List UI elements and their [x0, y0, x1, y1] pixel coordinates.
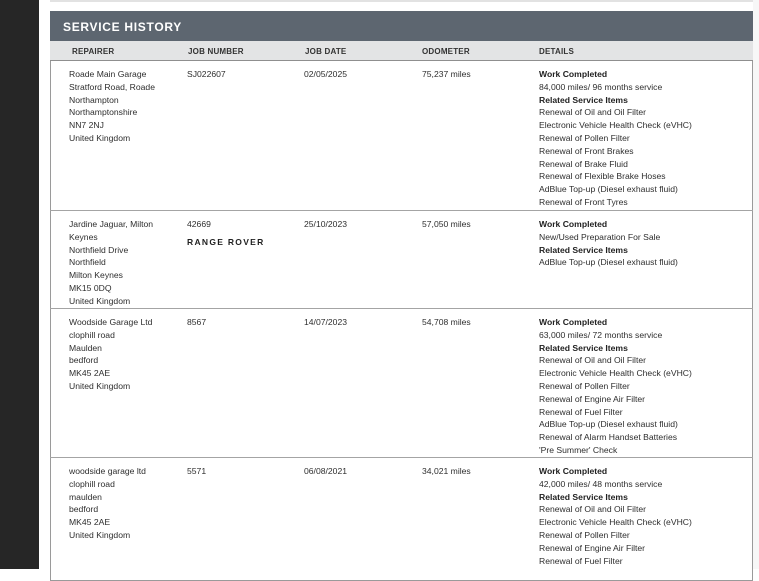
repairer-line: Jardine Jaguar, Milton: [69, 219, 154, 229]
repairer-line: Stratford Road, Roade: [69, 81, 155, 92]
related-item: AdBlue Top-up (Diesel exhaust fluid): [539, 257, 678, 268]
odometer-cell: [422, 465, 471, 478]
repairer-line: MK15 0DQ: [69, 282, 112, 293]
details-cell: [539, 68, 692, 209]
related-item: Renewal of Pollen Filter: [539, 529, 630, 540]
job-number: 5571: [187, 466, 207, 476]
job-number: 8567: [187, 317, 207, 327]
related-items-label: Related Service Items: [539, 244, 628, 255]
odometer: 34,021 miles: [422, 466, 471, 476]
work-completed-item: 63,000 miles/ 72 months service: [539, 329, 663, 340]
col-header-odometer: ODOMETER: [422, 47, 470, 56]
repairer-cell: [69, 316, 152, 393]
right-margin-strip: [753, 0, 759, 569]
repairer-line: clophill road: [69, 478, 115, 489]
top-divider: [50, 0, 753, 2]
work-completed-item: 42,000 miles/ 48 months service: [539, 478, 663, 489]
related-items-label: Related Service Items: [539, 342, 628, 353]
related-item: 'Pre Summer' Check: [539, 444, 618, 455]
repairer-line: bedford: [69, 504, 99, 515]
repairer-cell: [69, 68, 155, 145]
job-number-cell: [187, 316, 206, 329]
job-number: 42669: [187, 219, 211, 229]
work-completed-item: New/Used Preparation For Sale: [539, 231, 661, 242]
details-cell: [539, 465, 692, 567]
col-header-repairer: REPAIRER: [72, 47, 115, 56]
repairer-line: MK45 2AE: [69, 517, 111, 528]
job-number-cell: [187, 465, 206, 478]
repairer-line: MK45 2AE: [69, 368, 111, 379]
related-items-label: Related Service Items: [539, 491, 628, 502]
work-completed-label: Work Completed: [539, 69, 608, 79]
job-number: SJ022607: [187, 69, 226, 79]
repairer-line: clophill road: [69, 329, 115, 340]
odometer: 54,708 miles: [422, 317, 471, 327]
related-item: AdBlue Top-up (Diesel exhaust fluid): [539, 419, 678, 430]
repairer-line: woodside garage ltd: [69, 466, 146, 476]
job-date-cell: [304, 218, 347, 231]
table-row: [50, 61, 753, 211]
job-number-cell: [187, 218, 211, 231]
related-item: Electronic Vehicle Health Check (eVHC): [539, 517, 692, 528]
repairer-line: Northamptonshire: [69, 107, 138, 118]
related-item: Renewal of Oil and Oil Filter: [539, 504, 646, 515]
odometer: 75,237 miles: [422, 69, 471, 79]
odometer-cell: [422, 218, 471, 231]
related-item: Renewal of Pollen Filter: [539, 380, 630, 391]
details-cell: [539, 316, 692, 457]
job-date: 02/05/2025: [304, 69, 348, 79]
repairer-line: Woodside Garage Ltd: [69, 317, 153, 327]
related-item: Renewal of Front Brakes: [539, 145, 634, 156]
repairer-line: Roade Main Garage: [69, 69, 147, 79]
odometer-cell: [422, 68, 471, 81]
repairer-cell: [69, 218, 153, 308]
related-item: Renewal of Alarm Handset Batteries: [539, 432, 678, 443]
repairer-line: United Kingdom: [69, 132, 131, 143]
repairer-line: Keynes: [69, 231, 98, 242]
job-date-cell: [304, 316, 347, 329]
col-header-details: DETAILS: [539, 47, 575, 56]
repairer-cell: [69, 465, 146, 542]
left-margin-strip: [0, 0, 39, 569]
related-item: Electronic Vehicle Health Check (eVHC): [539, 120, 692, 131]
repairer-line: bedford: [69, 355, 99, 366]
work-completed-label: Work Completed: [539, 317, 608, 327]
related-item: Renewal of Oil and Oil Filter: [539, 107, 646, 118]
related-item: Electronic Vehicle Health Check (eVHC): [539, 368, 692, 379]
job-date-cell: [304, 68, 347, 81]
related-item: Renewal of Pollen Filter: [539, 132, 630, 143]
odometer: 57,050 miles: [422, 219, 471, 229]
repairer-line: Northfield Drive: [69, 244, 129, 255]
work-completed-item: 84,000 miles/ 96 months service: [539, 81, 663, 92]
related-item: Renewal of Front Tyres: [539, 196, 628, 207]
job-date: 06/08/2021: [304, 466, 348, 476]
section-title: SERVICE HISTORY: [63, 20, 182, 34]
table-row: [50, 458, 753, 569]
table-row: [50, 309, 753, 458]
odometer-cell: [422, 316, 471, 329]
repairer-line: United Kingdom: [69, 529, 131, 540]
table-row: [50, 211, 753, 309]
work-completed-label: Work Completed: [539, 466, 608, 476]
table-header: [50, 41, 753, 61]
repairer-line: United Kingdom: [69, 380, 131, 391]
repairer-line: NN7 2NJ: [69, 120, 104, 131]
repairer-line: Northfield: [69, 257, 106, 268]
related-items-label: Related Service Items: [539, 94, 628, 105]
range-rover-logo: RANGE ROVER: [187, 237, 265, 247]
col-header-job-date: JOB DATE: [305, 47, 347, 56]
repairer-line: Northampton: [69, 94, 119, 105]
related-item: Renewal of Brake Fluid: [539, 158, 628, 169]
job-number-cell: [187, 68, 226, 81]
related-item: Renewal of Flexible Brake Hoses: [539, 171, 666, 182]
work-completed-label: Work Completed: [539, 219, 608, 229]
repairer-line: maulden: [69, 491, 102, 502]
col-header-job-number: JOB NUMBER: [188, 47, 244, 56]
related-item: AdBlue Top-up (Diesel exhaust fluid): [539, 184, 678, 195]
related-item: Renewal of Engine Air Filter: [539, 393, 646, 404]
repairer-line: United Kingdom: [69, 295, 131, 306]
repairer-line: Milton Keynes: [69, 270, 123, 281]
related-item: Renewal of Oil and Oil Filter: [539, 355, 646, 366]
details-cell: [539, 218, 678, 269]
section-title-bar: [50, 11, 753, 41]
job-date: 14/07/2023: [304, 317, 348, 327]
related-item: Renewal of Fuel Filter: [539, 555, 623, 566]
job-date-cell: [304, 465, 347, 478]
job-date: 25/10/2023: [304, 219, 348, 229]
repairer-line: Maulden: [69, 342, 102, 353]
related-item: Renewal of Engine Air Filter: [539, 542, 646, 553]
related-item: Renewal of Fuel Filter: [539, 406, 623, 417]
